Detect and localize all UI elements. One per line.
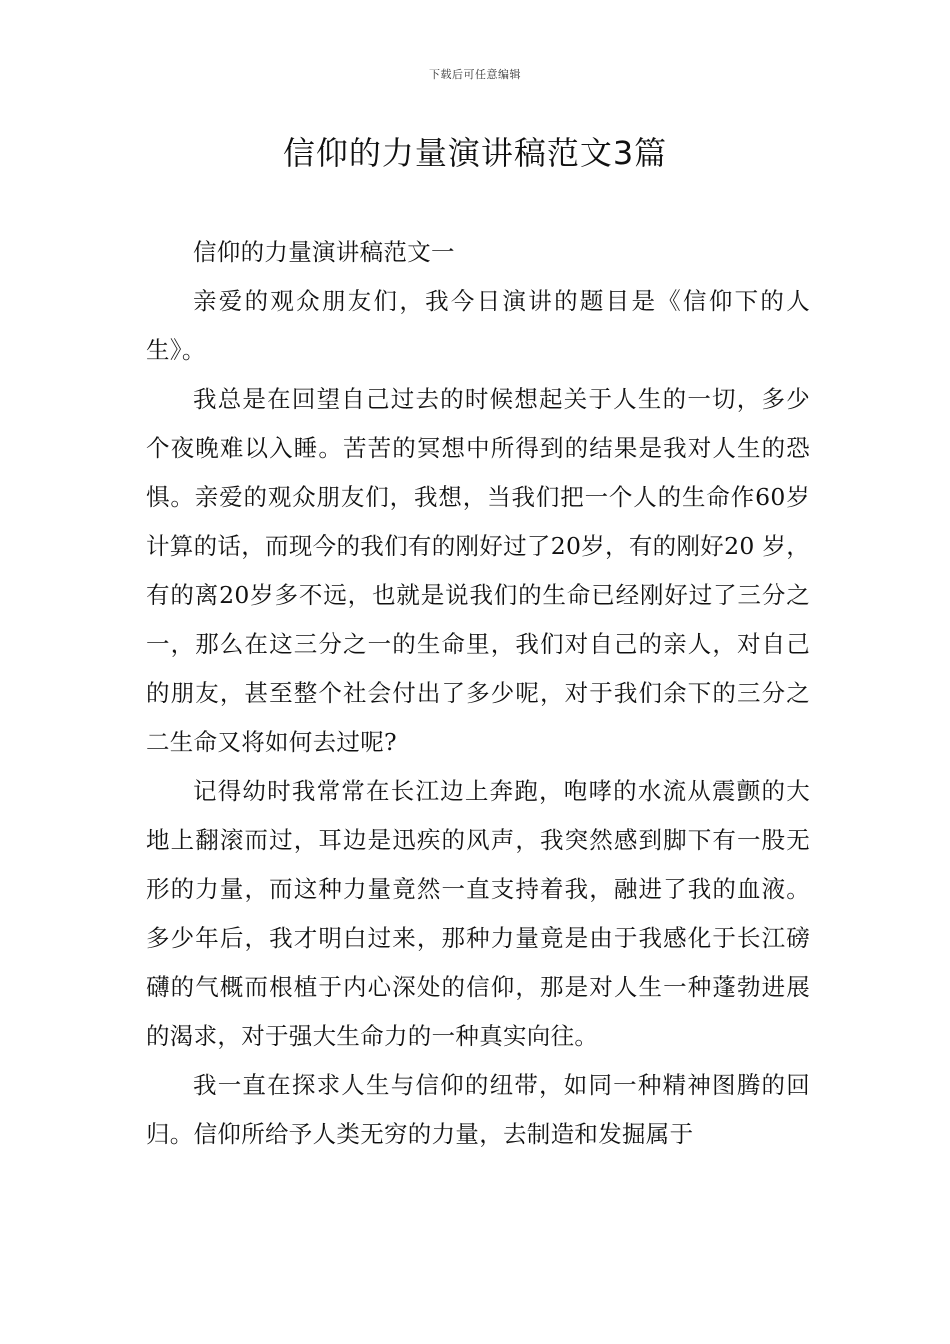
document-title: 信仰的力量演讲稿范文3篇 [282,134,668,172]
paragraph: 亲爱的观众朋友们，我今日演讲的题目是《信仰下的人生》。 [146,287,810,364]
header-note: 下载后可任意编辑 [429,68,521,81]
document-body [146,228,810,1159]
paragraph-subtitle: 信仰的力量演讲稿范文一 [193,238,455,266]
paragraph: 我总是在回望自己过去的时候想起关于人生的一切，多少个夜晚难以入睡。苦苦的冥想中所得到的结果是我对人生的恐惧。亲爱的观众朋友们，我想，当我们把一个人的生命作60岁计算的话，而现今的我们有的刚好过了20岁，有的刚好20 岁，有的离20岁多不远，也就是说我们的生命已经刚好过了三分之一，那么在这三分之一的生命里，我们对自己的亲人，对自己的朋友，甚至整个社会付出了多少呢，对于我们余下的三分之二生命又将如何去过呢? [146,385,810,756]
paragraph: 我一直在探求人生与信仰的纽带，如同一种精神图腾的回归。信仰所给予人类无穷的力量，去制造和发掘属于 [146,1071,810,1148]
paragraph: 记得幼时我常常在长江边上奔跑，咆哮的水流从震颤的大地上翻滚而过，耳边是迅疾的风声，我突然感到脚下有一股无形的力量，而这种力量竟然一直支持着我，融进了我的血液。多少年后，我才明白过来，那种力量竟是由于我感化于长江磅礴的气概而根植于内心深处的信仰，那是对人生一种蓬勃进展的渴求，对于强大生命力的一种真实向往。 [146,777,810,1050]
